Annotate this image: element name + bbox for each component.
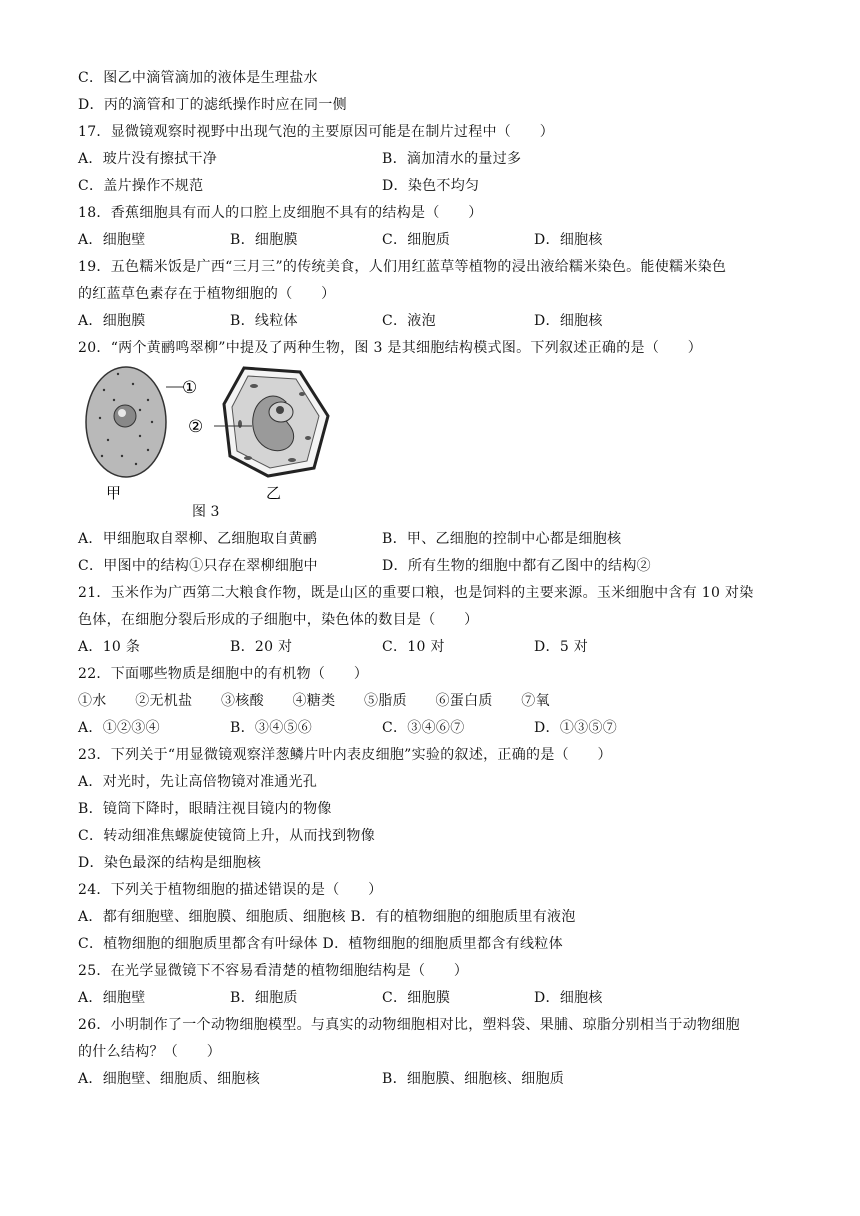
figure-3-cells (78, 360, 338, 510)
question-25: 25．在光学显微镜下不容易看清楚的植物细胞结构是（ ） (78, 963, 469, 979)
q20-option-b: B．甲、乙细胞的控制中心都是细胞核 (382, 531, 622, 547)
question-21-line2: 色体，在细胞分裂后形成的子细胞中，染色体的数目是（ ） (78, 612, 479, 628)
q22-option-b: B．③④⑤⑥ (230, 720, 313, 736)
figure-caption: 图 3 (192, 504, 220, 520)
question-26-line2: 的什么结构？（ ） (78, 1044, 221, 1060)
q25-option-b: B．细胞质 (230, 990, 298, 1006)
q22-option-c: C．③④⑥⑦ (382, 720, 465, 736)
marker-2: ② (188, 417, 204, 437)
question-23: 23．下列关于“用显微镜观察洋葱鳞片叶内表皮细胞”实验的叙述，正确的是（ ） (78, 747, 612, 763)
q22-option-a: A．①②③④ (78, 720, 160, 736)
question-26-line1: 26．小明制作了一个动物细胞模型。与真实的动物细胞相对比，塑料袋、果脯、琼脂分别相当于动物细胞 (78, 1017, 740, 1033)
q25-option-a: A．细胞壁 (78, 990, 146, 1006)
q17-option-c: C．盖片操作不规范 (78, 178, 204, 194)
q19-option-a: A．细胞膜 (78, 313, 146, 329)
q20-option-d: D．所有生物的细胞中都有乙图中的结构② (382, 558, 651, 574)
q19-option-b: B．线粒体 (230, 313, 298, 329)
q20-option-c: C．甲图中的结构①只存在翠柳细胞中 (78, 558, 318, 574)
question-19-line2: 的红蓝草色素存在于植物细胞的（ ） (78, 286, 336, 302)
question-22: 22．下面哪些物质是细胞中的有机物（ ） (78, 666, 369, 682)
q23-option-b: B．镜筒下降时，眼睛注视目镜内的物像 (78, 801, 332, 817)
q17-option-b: B．滴加清水的量过多 (382, 151, 522, 167)
q25-option-c: C．细胞膜 (382, 990, 451, 1006)
question-19-line1: 19．五色糯米饭是广西“三月三”的传统美食，人们用红蓝草等植物的浸出液给糯米染色。能使糯米染色 (78, 259, 727, 275)
q22-option-d: D．①③⑤⑦ (534, 720, 618, 736)
q18-option-c: C．细胞质 (382, 232, 451, 248)
q21-option-a: A．10 条 (78, 639, 141, 655)
q21-option-d: D．5 对 (534, 639, 589, 655)
question-24: 24．下列关于植物细胞的描述错误的是（ ） (78, 882, 383, 898)
q16-option-d: D．丙的滴管和丁的滤纸操作时应在同一侧 (78, 97, 347, 113)
q24-options-ab: A．都有细胞壁、细胞膜、细胞质、细胞核 B．有的植物细胞的细胞质里有液泡 (78, 909, 576, 925)
label-yi: 乙 (266, 484, 282, 502)
label-jia: 甲 (106, 484, 122, 502)
q24-options-cd: C．植物细胞的细胞质里都含有叶绿体 D．植物细胞的细胞质里都含有线粒体 (78, 936, 563, 952)
q23-option-c: C．转动细准焦螺旋使镜筒上升，从而找到物像 (78, 828, 376, 844)
marker-1: ① (182, 378, 198, 398)
plant-cell-yi (214, 368, 328, 476)
q26-option-b: B．细胞膜、细胞核、细胞质 (382, 1071, 565, 1087)
q17-option-a: A．玻片没有擦拭干净 (78, 151, 218, 167)
q25-option-d: D．细胞核 (534, 990, 603, 1006)
q16-option-c: C．图乙中滴管滴加的液体是生理盐水 (78, 70, 318, 86)
q18-option-d: D．细胞核 (534, 232, 603, 248)
animal-cell-jia (86, 367, 184, 477)
q26-option-a: A．细胞壁、细胞质、细胞核 (78, 1071, 261, 1087)
question-22-items: ①水 ②无机盐 ③核酸 ④糖类 ⑤脂质 ⑥蛋白质 ⑦氧 (78, 693, 550, 709)
q19-option-c: C．液泡 (382, 313, 436, 329)
q20-option-a: A．甲细胞取自翠柳、乙细胞取自黄鹂 (78, 531, 318, 547)
question-18: 18．香蕉细胞具有而人的口腔上皮细胞不具有的结构是（ ） (78, 205, 483, 221)
question-20: 20．“两个黄鹂鸣翠柳”中提及了两种生物，图 3 是其细胞结构模式图。下列叙述正确的是（ ） (78, 340, 703, 356)
q17-option-d: D．染色不均匀 (382, 178, 480, 194)
question-17: 17．显微镜观察时视野中出现气泡的主要原因可能是在制片过程中（ ） (78, 124, 555, 140)
question-21-line1: 21．玉米作为广西第二大粮食作物，既是山区的重要口粮，也是饲料的主要来源。玉米细胞中含有 10 对染 (78, 585, 754, 601)
q18-option-a: A．细胞壁 (78, 232, 146, 248)
q21-option-c: C．10 对 (382, 639, 445, 655)
q21-option-b: B．20 对 (230, 639, 293, 655)
q18-option-b: B．细胞膜 (230, 232, 298, 248)
q23-option-d: D．染色最深的结构是细胞核 (78, 855, 262, 871)
q19-option-d: D．细胞核 (534, 313, 603, 329)
q23-option-a: A．对光时，先让高倍物镜对准通光孔 (78, 774, 318, 790)
